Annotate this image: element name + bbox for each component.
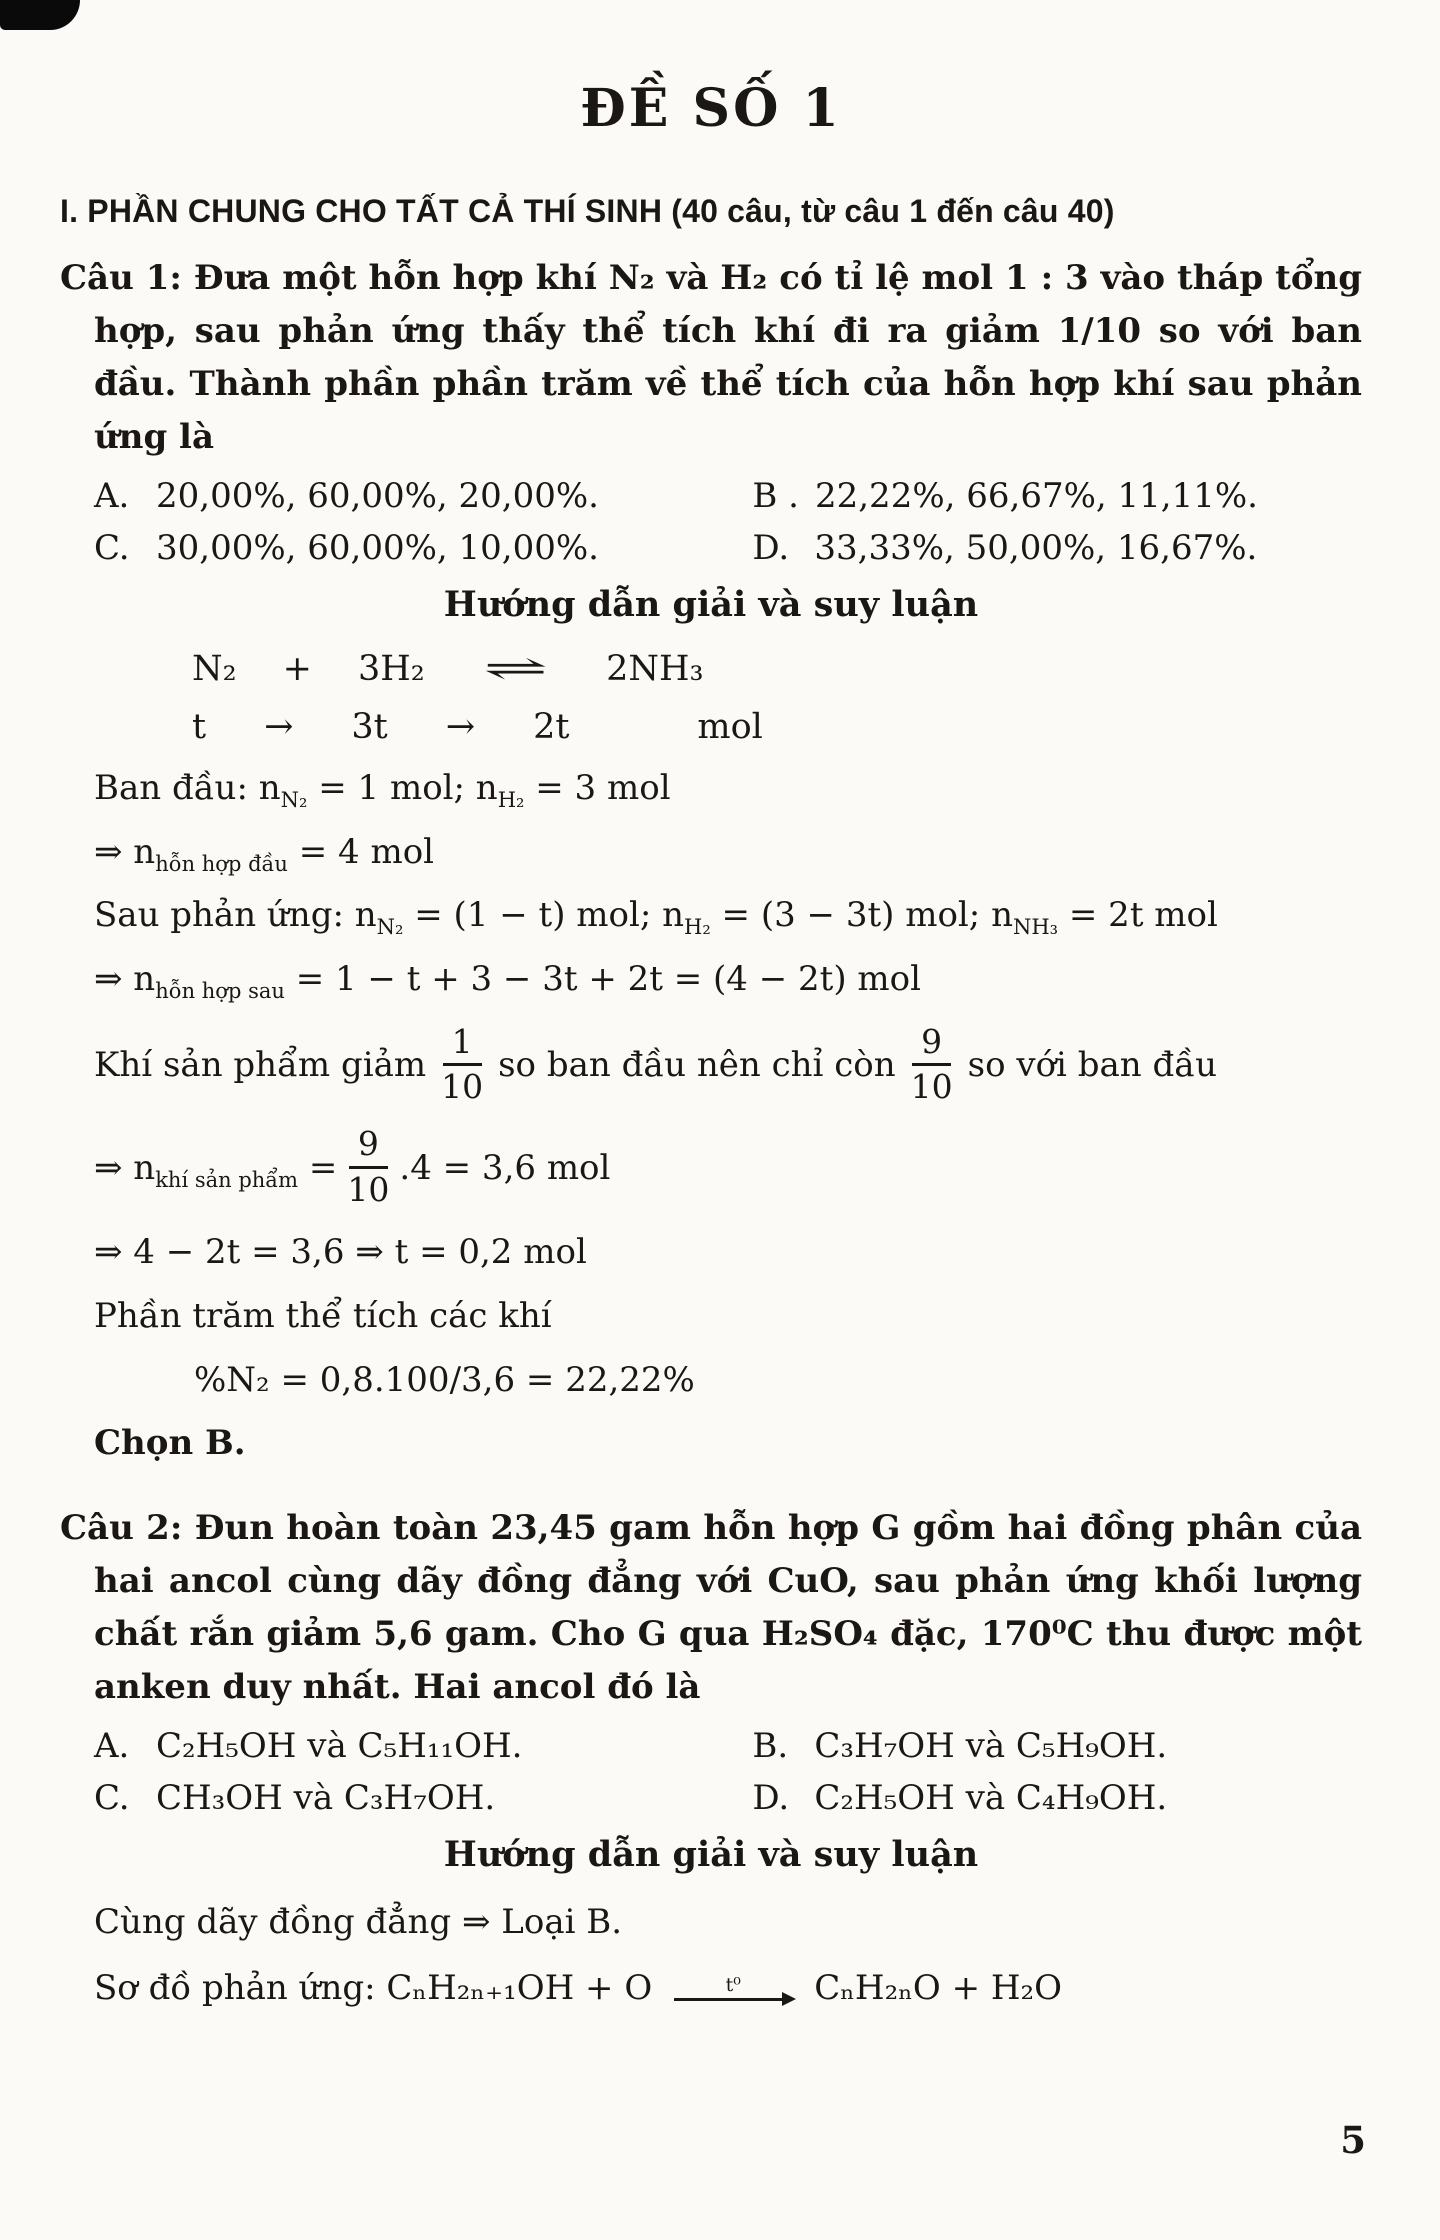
solution-line-product-moles [60,1126,1362,1209]
option-key: D. [752,1777,790,1818]
arrow-condition-label: t⁰ [725,1973,741,1996]
text-segment: ⇒ n [94,831,156,872]
question-1-option-d [752,528,1362,568]
reactant-2: 3H₂ [357,649,425,690]
solution-line-mixture-initial [60,829,1362,877]
text-segment: Ban đầu: n [94,768,281,809]
arrow-icon: → [445,707,476,748]
question-1-text: Đưa một hỗn hợp khí N₂ và H₂ có tỉ lệ mol 1 : 3 vào tháp tổng hợp, sau phản ứng thấy thể tích khí đi ra giảm 1/10 so với ban đầu. Thành phần phần trăm về thể tích của hỗn hợp khí sau phản ứng là [94,258,1363,458]
option-key: C. [94,528,130,569]
subscript: hỗn hợp đầu [155,851,288,876]
option-text: 20,00%, 60,00%, 20,00%. [156,476,599,517]
subscript: hỗn hợp sau [155,978,285,1003]
mole-t: t [192,707,207,748]
question-1-option-c [94,528,752,568]
solution-line-percent-n2: %N₂ = 0,8.100/3,6 = 22,22% [194,1359,695,1400]
fraction-denominator: 10 [441,1067,484,1107]
subscript: NH₃ [1012,915,1059,940]
text-segment: = 1 mol; n [307,768,498,809]
question-1-option-b [752,476,1362,516]
fraction [910,1021,953,1107]
option-text: 30,00%, 60,00%, 10,00%. [156,528,599,569]
mole-ratio-line [192,707,1362,747]
fraction-numerator: 9 [349,1126,388,1169]
answer-choice: Chọn B. [94,1423,246,1464]
text-segment: Sơ đồ phản ứng: CₙH₂ₙ₊₁OH + O [94,1968,653,2009]
fraction-numerator: 1 [443,1024,482,1067]
text-segment: so với ban đầu [967,1044,1217,1085]
text-segment: CₙH₂ₙO + H₂O [814,1968,1063,2009]
equilibrium-arrow-icon: ⇌ [483,649,548,690]
question-2-text: Đun hoàn toàn 23,45 gam hỗn hợp G gồm hai đồng phân của hai ancol cùng dãy đồng đẳng với CuO, sau phản ứng khối lượng chất rắn giảm 5,6 gam. Cho G qua H₂SO₄ đặc, 170⁰C thu được một anken duy nhất. Hai ancol đó là [94,1507,1363,1707]
fraction [441,1021,484,1107]
option-key: B. [752,1725,789,1766]
mole-2t: 2t [533,707,570,748]
text-segment: .4 = 3,6 mol [399,1147,611,1188]
fraction-numerator: 9 [912,1024,951,1067]
option-text: C₃H₇OH và C₅H₉OH. [814,1725,1168,1766]
option-text: 22,22%, 66,67%, 11,11%. [814,476,1258,517]
text-segment: = (3 − 3t) mol; n [710,895,1013,936]
subscript: khí sản phẩm [155,1167,299,1192]
fraction-denominator: 10 [910,1067,953,1107]
fraction [347,1126,389,1209]
question-2-option-b [752,1726,1362,1766]
solution-2-line-1: Cùng dãy đồng đẳng ⇒ Loại B. [94,1901,623,1942]
solution-line-decrease [60,1021,1362,1107]
option-key: D. [752,528,790,569]
text-segment: Khí sản phẩm giảm [94,1044,427,1085]
question-1-options [94,476,1362,568]
option-text: 33,33%, 50,00%, 16,67%. [814,528,1258,569]
solution-line-t-value: ⇒ 4 − 2t = 3,6 ⇒ t = 0,2 mol [94,1232,587,1273]
solution-heading-1: Hướng dẫn giải và suy luận [443,584,979,626]
reaction-arrow-icon [674,1973,792,2001]
text-segment: Sau phản ứng: n [94,895,377,936]
scan-corner-artifact [0,0,80,30]
text-segment: = 2t mol [1058,895,1218,936]
text-segment: ⇒ n [94,958,156,999]
question-2-options [94,1726,1362,1818]
option-text: C₂H₅OH và C₅H₁₁OH. [156,1725,523,1766]
text-segment: = 1 − t + 3 − 3t + 2t = (4 − 2t) mol [284,958,921,999]
solution-line-initial [60,765,1362,813]
option-text: CH₃OH và C₃H₇OH. [156,1777,496,1818]
page-number: 5 [1340,2118,1366,2162]
option-key: C. [94,1777,130,1818]
solution-line-after-reaction [60,892,1362,940]
arrow-shaft [674,1998,792,2001]
text-segment: = (1 − t) mol; n [403,895,685,936]
mole-3t: 3t [351,707,388,748]
subscript: H₂ [497,787,525,812]
text-segment: = [298,1147,338,1188]
plus-sign: + [282,649,312,690]
reaction-scheme [60,1968,1362,2008]
text-segment: = 4 mol [287,831,435,872]
page-title: ĐỀ SỐ 1 [580,78,842,139]
solution-line-mixture-after [60,956,1362,1004]
product: 2NH₃ [606,649,704,690]
question-1-option-a [94,476,752,516]
option-text: C₂H₅OH và C₄H₉OH. [814,1777,1168,1818]
text-segment: ⇒ n [94,1147,156,1188]
subscript: N₂ [280,787,308,812]
option-key: A. [94,476,130,517]
fraction-denominator: 10 [347,1170,390,1210]
solution-line-percent-label: Phần trăm thể tích các khí [94,1295,552,1336]
reaction-equation [192,649,1362,689]
arrow-icon: → [264,707,294,748]
mol-unit: mol [697,707,763,748]
question-1 [60,252,1362,464]
text-segment: so ban đầu nên chỉ còn [498,1044,896,1085]
option-key: A. [94,1725,130,1766]
question-1-label: Câu 1: [60,258,182,298]
option-key: B . [752,476,799,517]
text-segment: = 3 mol [524,768,671,809]
question-2-option-a [94,1726,752,1766]
question-2-label: Câu 2: [60,1507,183,1548]
question-2-option-c [94,1778,752,1818]
question-2 [60,1502,1362,1714]
text-segment [94,1147,338,1192]
question-2-option-d [752,1778,1362,1818]
section-heading: I. PHẦN CHUNG CHO TẤT CẢ THÍ SINH (40 câu, từ câu 1 đến câu 40) [60,193,1115,229]
reactant-1: N₂ [192,649,237,690]
solution-heading-2: Hướng dẫn giải và suy luận [443,1833,979,1875]
subscript: N₂ [376,915,404,940]
subscript: H₂ [684,915,711,940]
